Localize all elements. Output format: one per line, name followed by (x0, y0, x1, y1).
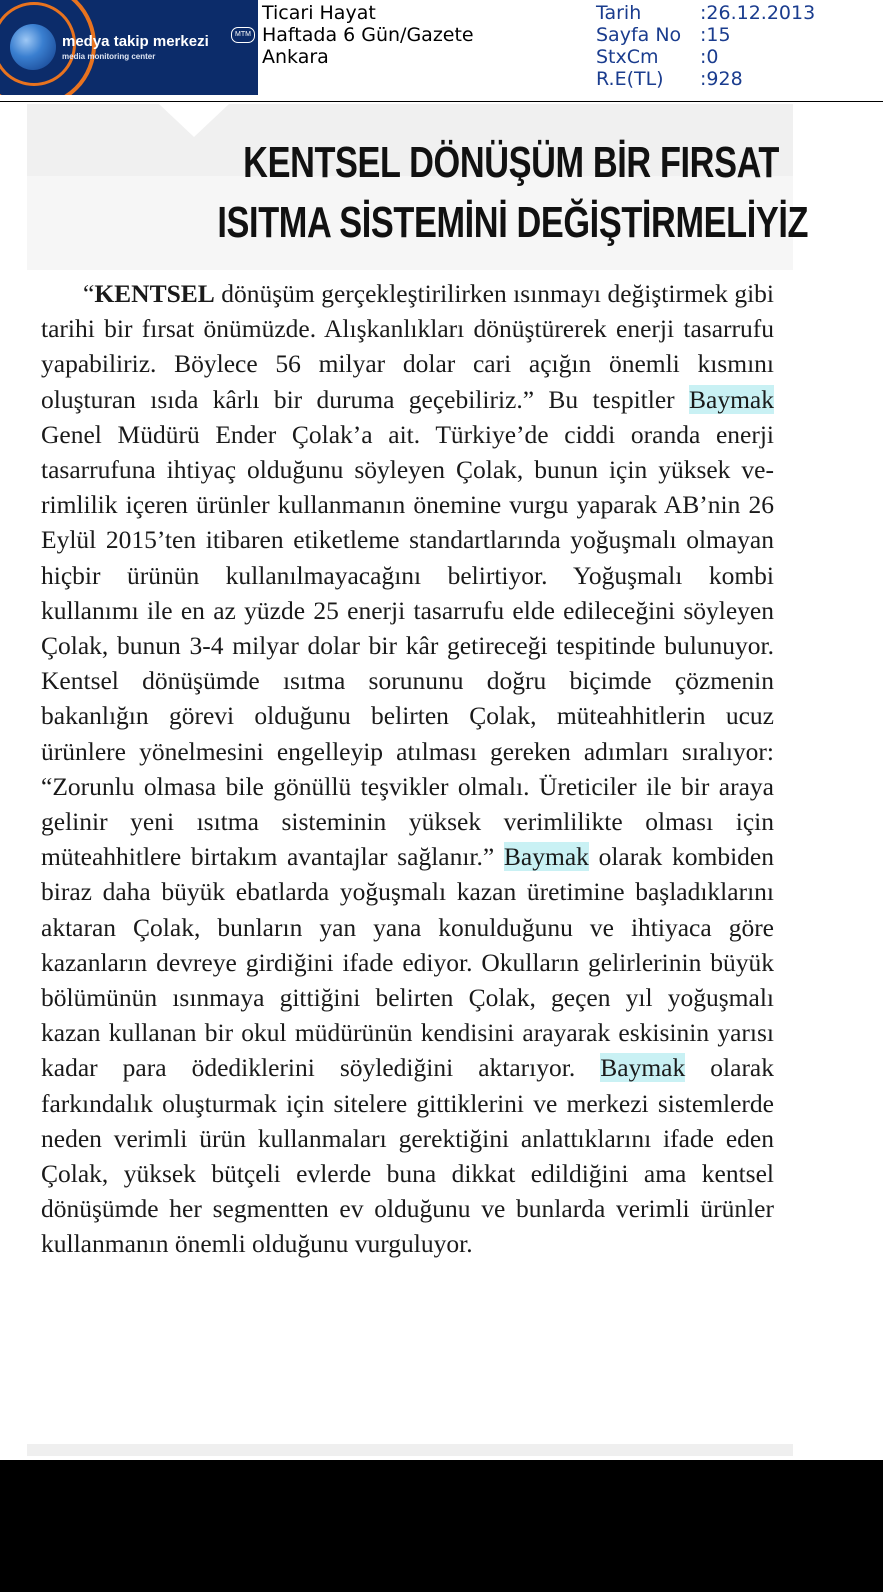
article-paragraph (41, 276, 774, 1262)
article-body (41, 276, 774, 1262)
brand-highlight: Baymak (600, 1053, 686, 1083)
brand-highlight: Baymak (503, 842, 589, 872)
meta-value: :0 (700, 46, 719, 68)
publication-info (262, 2, 474, 68)
header-divider (0, 101, 883, 102)
clipping-meta (596, 2, 815, 90)
headline-line-1: KENTSEL DÖNÜŞÜM BİR FIRSAT (243, 138, 780, 187)
headline-line-2: ISITMA SİSTEMİNİ DEĞİŞTİRMELİYİZ (217, 198, 809, 247)
body-segment-4: olarak farkındalık oluşturmak için sitelere gittiklerini ve merkezi sistemlerde neden verimli ürün kullanmaları gerektiğini anlattıklarını ifade eden Çolak, yüksek bütçeli evlerde buna dikkat edildiğini ama kentsel dönüşümde her segmentten ev olduğunu ve bunlarda verimli ürünler kullanmanın önemli olduğunu vurguluyor. (41, 1053, 775, 1259)
publication-name: Ticari Hayat (262, 2, 376, 24)
article-clipping (27, 104, 809, 1456)
clipping-header (0, 0, 883, 100)
publication-city: Ankara (262, 46, 329, 68)
meta-label: Sayfa No (596, 24, 682, 46)
body-segment-1: dönüşüm gerçekleştirilirken ısınmayı değiştirmek gibi tarihi bir fırsat önümüzde. Alışkanlıkları dönüştürerek enerji tasarrufu yapabiliriz. Böylece 56 milyar dolar cari açığın önemli kısmını oluşturan ısıda kârlı bir duruma geçebiliriz.” Bu tespitler (41, 279, 774, 414)
bottom-black-area (0, 1460, 883, 1592)
meta-value: :15 (700, 24, 731, 46)
meta-row-date (596, 2, 815, 24)
body-segment-3: olarak kombiden biraz daha büyük ebatlarda yoğuşmalı kazan üretimine başladıklarını aktaran Çolak, bunların yan yana konulduğunu ve ihtiyaca göre kazanların devreye girdiğini ifade ediyor. Okulların gelirlerinin büyük bölümünün ısınmaya gittiğini belirten Çolak, geçen yıl yoğuşmalı kazan kullanan bir okul müdürünün kendisini arayarak eskisinin yarısı kadar para ödediklerini söylediğini aktarıyor. (41, 842, 774, 1083)
headline-notch (159, 104, 229, 137)
logo (0, 0, 258, 95)
meta-label: StxCm (596, 46, 659, 68)
open-quote: “ (83, 279, 95, 308)
meta-label: Tarih (596, 2, 642, 24)
meta-row-page (596, 24, 815, 46)
logo-name: medya takip merkezi (62, 33, 209, 50)
meta-row-ad-value (596, 68, 815, 90)
globe-icon (10, 24, 56, 70)
publication-frequency: Haftada 6 Gün/Gazete (262, 24, 474, 46)
meta-value: :26.12.2013 (700, 2, 816, 24)
meta-row-stxcm (596, 46, 815, 68)
headline-band (27, 104, 809, 270)
meta-label: R.E(TL) (596, 68, 664, 90)
meta-value: :928 (700, 68, 743, 90)
body-segment-2: Genel Müdürü Ender Çolak’a ait. Türkiye’de ciddi oranda enerji tasarrufuna ihtiyaç olduğunu söyleyen Çolak, bunun için yüksek verimlilik içeren ürünler kullanmanın önemine vurgu yaparak AB’nin 26 Eylül 2015’ten itibaren etiketleme standartlarında yoğuşmalı olmayan hiçbir ürünün kullanılmayacağını belirtiyor. Yoğuşmalı kombi kullanımı ile en az yüzde 25 enerji tasarrufu elde edileceğini söyleyen Çolak, bunun 3-4 milyar dolar bir kâr getireceği tespitinde bulunuyor. Kentsel dönüşümde ısıtma sorununu doğru biçimde çözmenin bakanlığın görevi olduğunu belirten Çolak, müteahhitlerin ucuz ürünlere yönelmesini engelleyip atılması gereken adımları sıralıyor: “Zorunlu olmasa bile gönüllü teşvikler olmalı. Üreticiler ile bir araya gelinir yeni ısıtma sisteminin yüksek verimlilikte olması için müteahhitlere birtakım avantajlar sağlanır.” (41, 419, 774, 872)
article-bottom-strip (27, 1444, 793, 1456)
logo-badge: MTM (231, 27, 255, 43)
brand-highlight: Baymak (689, 384, 774, 414)
lead-word: KENTSEL (94, 279, 215, 308)
logo-subtitle: media monitoring center (62, 52, 156, 61)
